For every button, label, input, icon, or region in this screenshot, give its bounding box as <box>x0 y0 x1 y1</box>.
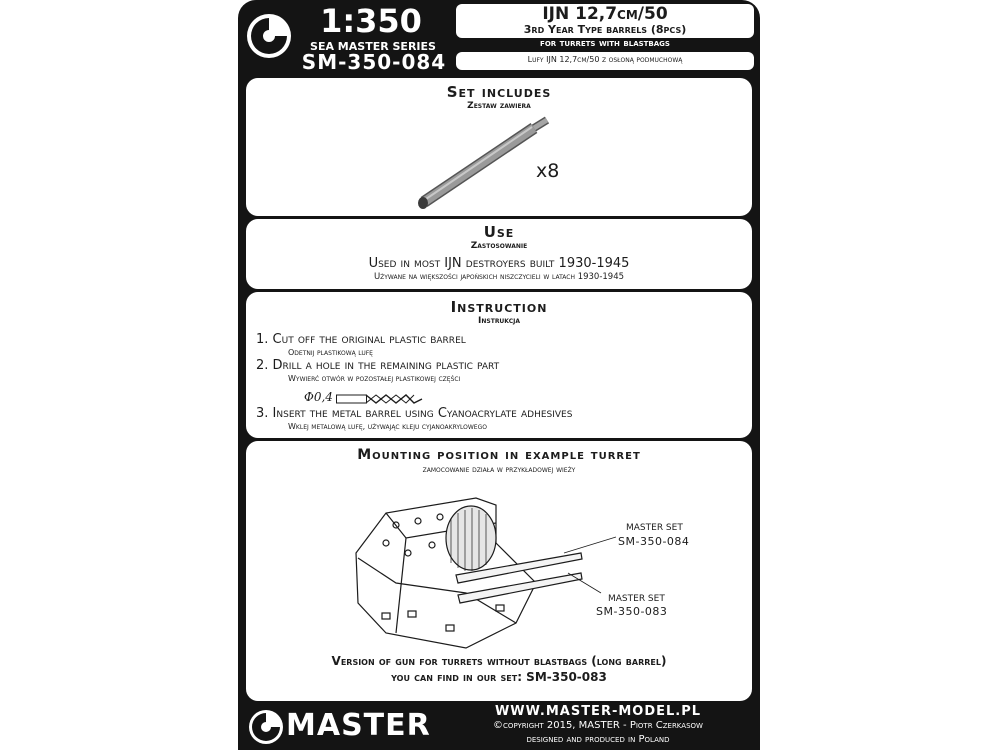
footer-made: designed and produced in Poland <box>526 734 670 745</box>
series-label: SEA MASTER SERIES <box>310 40 436 53</box>
scale-label: 1:350 <box>320 2 422 40</box>
instruction-panel <box>246 292 752 438</box>
step-3-polish: Wklej metalową lufę, używając kleju cyjanoakrylowego <box>288 422 487 431</box>
product-code: SM-350-084 <box>301 50 447 74</box>
mounting-subtitle: zamocowanie działa w przykładowej wieży <box>422 465 576 475</box>
use-panel <box>246 219 752 289</box>
label-1-code: SM-350-084 <box>618 535 690 548</box>
set-includes-subtitle: Zestaw zawiera <box>467 101 531 111</box>
product-title: IJN 12,7cm/50 <box>542 4 668 24</box>
master-swirl-logo-icon <box>244 8 294 64</box>
master-logo-icon <box>246 707 286 747</box>
product-card <box>238 0 760 750</box>
label-2-top: MASTER SET <box>608 594 665 604</box>
label-1-top: MASTER SET <box>626 523 683 533</box>
set-includes-title: Set includes <box>446 83 552 101</box>
footer-brand: MASTER <box>286 708 431 743</box>
drill-size-label: Φ0,4 <box>304 390 333 404</box>
instruction-subtitle: Instrukcja <box>478 316 520 326</box>
step-1-text: 1. Cut off the original plastic barrel <box>256 332 466 347</box>
header-polish: Lufy IJN 12,7cm/50 z osłoną podmuchową <box>527 55 683 64</box>
header-title-box <box>456 4 754 38</box>
use-title: Use <box>483 223 515 241</box>
product-subtitle: 3rd Year Type barrels (8pcs) <box>523 23 687 36</box>
footer-url: WWW.MASTER-MODEL.PL <box>494 704 702 719</box>
use-polish: Używane na większości japońskich niszczycieli w latach 1930-1945 <box>373 272 625 282</box>
mounting-note-1: Version of gun for turrets without blastbags (long barrel) <box>331 654 667 668</box>
set-qty: x8 <box>536 160 560 182</box>
mounting-title: Mounting position in example turret <box>357 447 641 463</box>
step-1-polish: Odetnij plastikową lufę <box>288 348 373 357</box>
instruction-title: Instruction <box>450 298 548 316</box>
set-includes-panel <box>246 78 752 216</box>
mounting-note-2: you can find in our set: SM-350-083 <box>391 670 607 684</box>
metal-barrel-icon <box>406 116 556 212</box>
header-tagline: for turrets with blastbags <box>540 38 670 49</box>
label-2-code: SM-350-083 <box>596 605 668 618</box>
drill-bit-icon <box>336 391 426 405</box>
mounting-panel <box>246 441 752 701</box>
use-subtitle: Zastosowanie <box>470 241 528 251</box>
step-2-polish: Wywierć otwór w pozostałej plastikowej części <box>288 374 461 383</box>
step-3-text: 3. Insert the metal barrel using Cyanoacrylate adhesives <box>256 406 573 421</box>
footer-copyright: ©copyright 2015, MASTER - Piotr Czerkasow <box>493 720 703 731</box>
use-text: Used in most IJN destroyers built 1930-1945 <box>368 256 630 271</box>
step-2-text: 2. Drill a hole in the remaining plastic part <box>256 358 500 373</box>
header-polish-box <box>456 52 754 70</box>
